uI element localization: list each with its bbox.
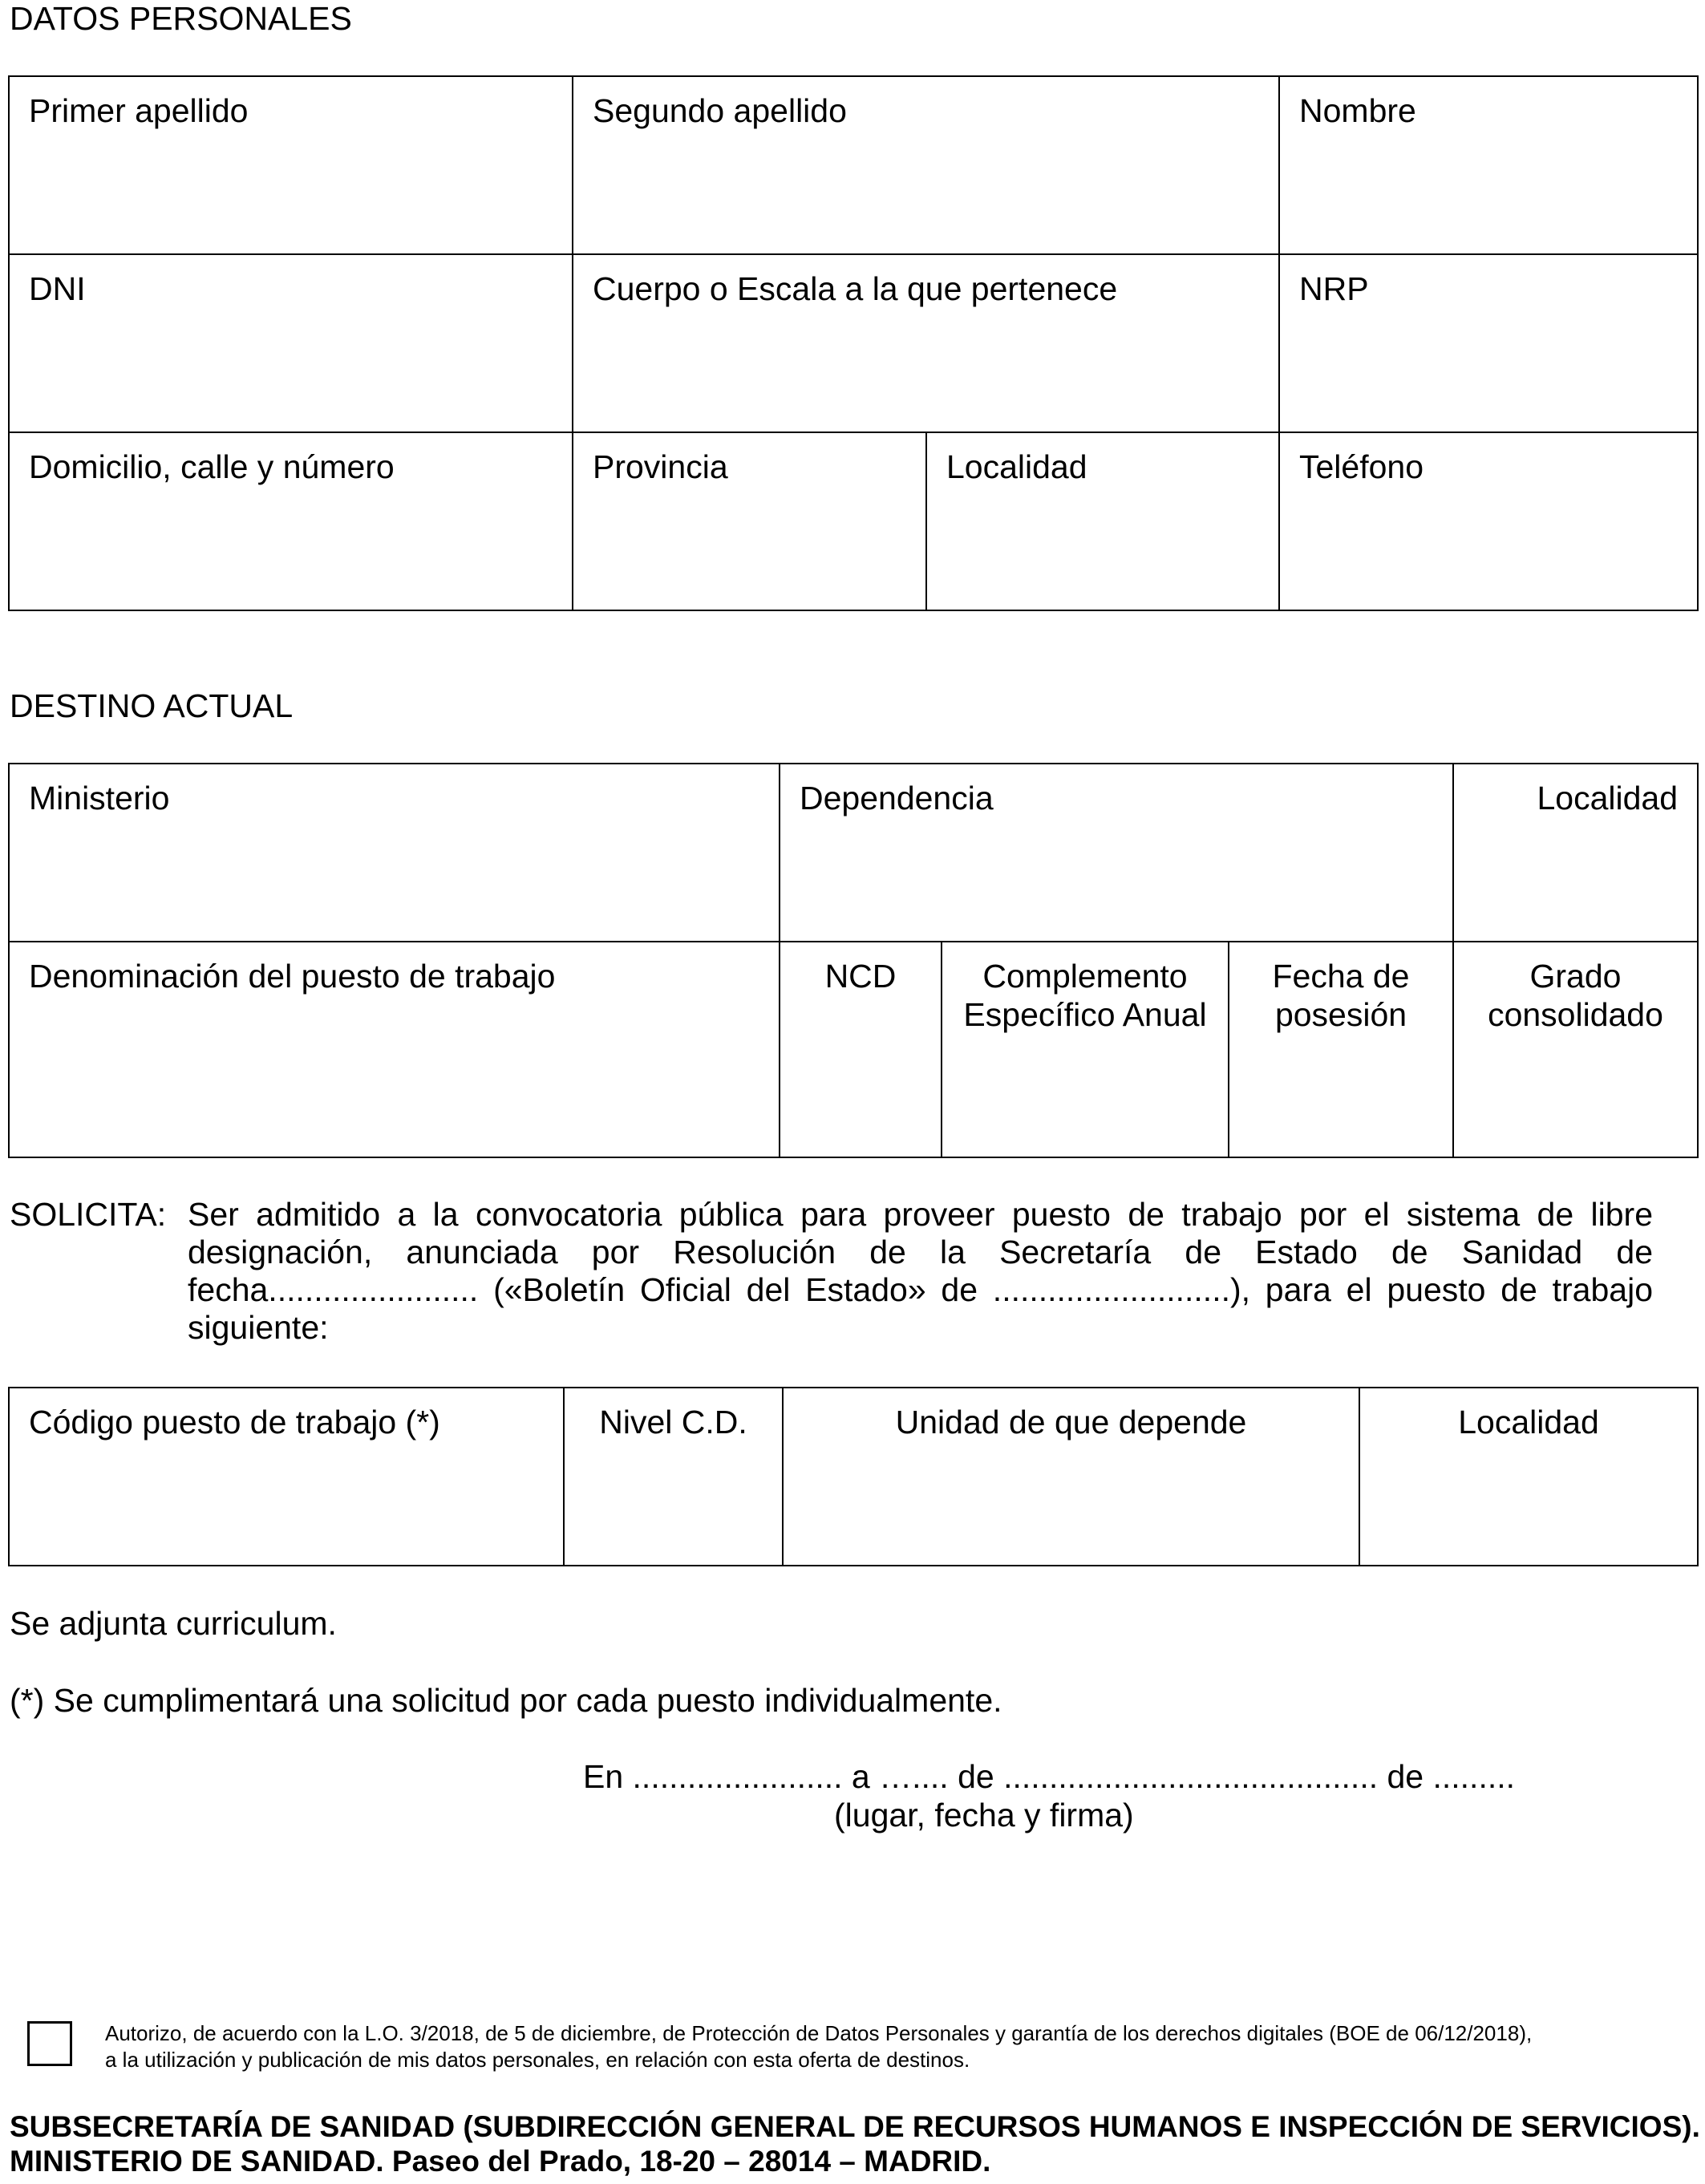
field-label: Localidad (1537, 780, 1678, 816)
field-cuerpo-escala[interactable] (572, 253, 1280, 433)
field-label (1454, 957, 1697, 1034)
field-nrp[interactable] (1278, 253, 1699, 433)
field-telefono[interactable] (1278, 432, 1699, 611)
field-ministerio[interactable] (8, 763, 780, 942)
field-label: Nombre (1299, 92, 1416, 129)
field-label: DNI (29, 270, 86, 307)
field-label: NCD (824, 958, 897, 995)
field-localidad-puesto[interactable] (1359, 1387, 1699, 1566)
field-localidad[interactable] (925, 432, 1280, 611)
field-nombre[interactable] (1278, 75, 1699, 255)
field-label: NRP (1299, 270, 1369, 307)
field-label: Unidad de que depende (895, 1404, 1247, 1440)
footer-line1: SUBSECRETARÍA DE SANIDAD (SUBDIRECCIÓN GENERAL DE RECURSOS HUMANOS E INSPECCIÓN DE SERVICIOS). (10, 2110, 1700, 2143)
field-complemento[interactable] (941, 941, 1229, 1158)
field-label (1229, 957, 1452, 1034)
field-label: Dependencia (800, 780, 994, 816)
field-fecha-posesion[interactable] (1228, 941, 1454, 1158)
field-label-line: Complemento (982, 958, 1188, 995)
field-dependencia[interactable] (779, 763, 1454, 942)
field-denominacion-puesto[interactable] (8, 941, 780, 1158)
signature-caption: (lugar, fecha y firma) (834, 1797, 1134, 1834)
field-label: Código puesto de trabajo (*) (29, 1404, 440, 1440)
solicita-text: Ser admitido a la convocatoria pública para proveer puesto de trabajo por el sistema de libre designación, anunciada por Resolución de la Secretaría de Estado de Sanidad de fecha....................... («Boletín Oficial del Estado» de ..........................), para el puesto de trabajo siguiente: (188, 1196, 1653, 1346)
solicita-label: SOLICITA: (10, 1196, 167, 1233)
field-primer-apellido[interactable] (8, 75, 573, 255)
section-title-datos-personales: DATOS PERSONALES (10, 0, 352, 37)
section-title-destino-actual: DESTINO ACTUAL (10, 687, 294, 724)
consent-text-line2: a la utilización y publicación de mis datos personales, en relación con esta oferta de destinos. (105, 2048, 970, 2072)
footer-line2: MINISTERIO DE SANIDAD. Paseo del Prado, 18-20 – 28014 – MADRID. (10, 2145, 991, 2178)
consent-text-line1: Autorizo, de acuerdo con la L.O. 3/2018, de 5 de diciembre, de Protección de Datos Personales y garantía de los derechos digitales (BOE de 06/12/2018), (105, 2021, 1533, 2045)
field-label: Localidad (946, 448, 1087, 485)
field-label: Denominación del puesto de trabajo (29, 958, 556, 995)
note-curriculum: Se adjunta curriculum. (10, 1605, 337, 1642)
field-provincia[interactable] (572, 432, 927, 611)
field-label: Primer apellido (29, 92, 249, 129)
note-asterisk: (*) Se cumplimentará una solicitud por cada puesto individualmente. (10, 1682, 1002, 1719)
field-dni[interactable] (8, 253, 573, 433)
field-ncd[interactable] (779, 941, 942, 1158)
consent-checkbox[interactable] (27, 2021, 72, 2066)
field-label-line: Fecha de (1272, 958, 1410, 995)
field-label-line: Específico Anual (963, 996, 1207, 1033)
signature-line: En ....................... a ….... de ......................................... de ......... (583, 1758, 1516, 1795)
field-unidad[interactable] (782, 1387, 1360, 1566)
field-label: Nivel C.D. (599, 1404, 747, 1440)
field-label: Domicilio, calle y número (29, 448, 395, 485)
field-segundo-apellido[interactable] (572, 75, 1280, 255)
field-label: Cuerpo o Escala a la que pertenece (593, 270, 1118, 307)
field-label: Localidad (1458, 1404, 1599, 1440)
field-label-line: consolidado (1488, 996, 1663, 1033)
field-nivel-cd[interactable] (563, 1387, 784, 1566)
field-label: Provincia (593, 448, 728, 485)
field-grado-consolidado[interactable] (1452, 941, 1699, 1158)
field-label: Segundo apellido (593, 92, 847, 129)
field-label: Ministerio (29, 780, 170, 816)
field-codigo-puesto[interactable] (8, 1387, 565, 1566)
field-label-line: posesión (1274, 996, 1407, 1033)
field-label (942, 957, 1228, 1034)
field-localidad-destino[interactable] (1452, 763, 1699, 942)
field-domicilio[interactable] (8, 432, 573, 611)
field-label-line: Grado (1529, 958, 1622, 995)
field-label: Teléfono (1299, 448, 1424, 485)
